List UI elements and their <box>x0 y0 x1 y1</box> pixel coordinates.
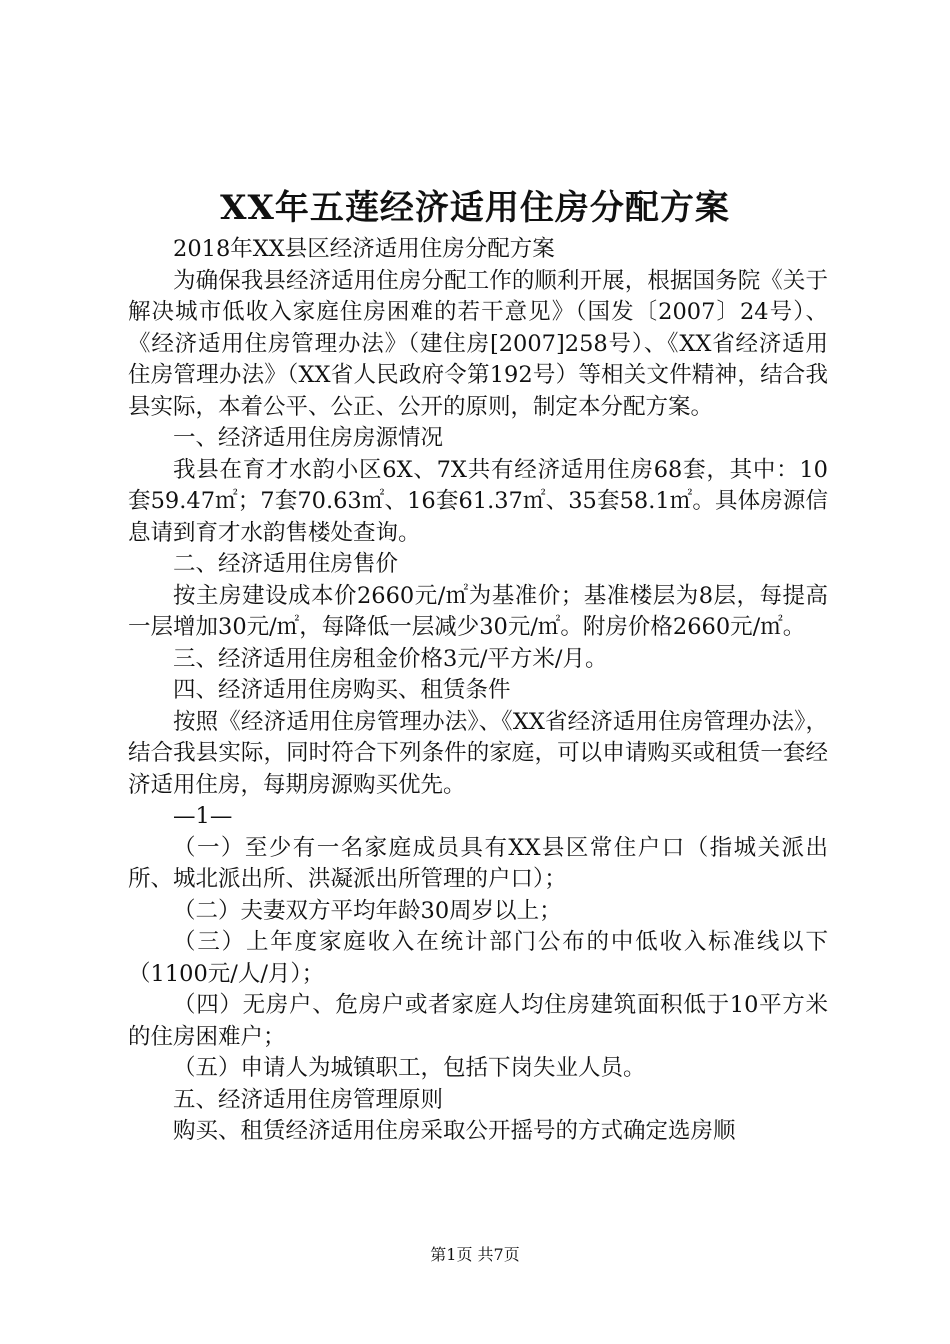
document-title: XX年五莲经济适用住房分配方案 <box>220 188 730 228</box>
section-heading-3: 三、经济适用住房租金价格3元/平方米/月。 <box>173 645 608 672</box>
section-heading-4: 四、经济适用住房购买、租赁条件 <box>173 677 511 703</box>
paragraph-price: 按主房建设成本价2660元/㎡为基准价；基准楼层为8层，每提高一层增加30元/㎡，每降低一层减少30元/㎡。附房价格2660元/㎡。 <box>128 582 828 640</box>
document-body <box>128 234 828 1148</box>
inline-page-number: —1— <box>173 803 233 829</box>
condition-item-1: （一）至少有一名家庭成员具有XX县区常住户口（指城关派出所、城北派出所、洪凝派出所管理的户口）； <box>128 834 828 892</box>
section-heading-2: 二、经济适用住房售价 <box>173 551 399 577</box>
paragraph-management: 购买、租赁经济适用住房采取公开摇号的方式确定选房顺 <box>173 1118 736 1144</box>
section-heading-1: 一、经济适用住房房源情况 <box>173 425 444 451</box>
page-footer: 第1页 共7页 <box>430 1245 520 1264</box>
condition-item-4: （四）无房户、危房户或者家庭人均住房建筑面积低于10平方米的住房困难户； <box>128 992 828 1050</box>
condition-item-2: （二）夫妻双方平均年龄30周岁以上； <box>173 897 562 924</box>
paragraph-intro: 为确保我县经济适用住房分配工作的顺利开展，根据国务院《关于解决城市低收入家庭住房困难的若干意见》（国发〔2007〕24号）、《经济适用住房管理办法》（建住房[2007]258号）、《XX省经济适用住房管理办法》（XX省人民政府令第192号）等相关文件精神，结合我县实际，本着公平、公正、公开的原则，制定本分配方案。 <box>128 267 828 420</box>
paragraph-subtitle: 2018年XX县区经济适用住房分配方案 <box>173 236 555 262</box>
condition-item-5: （五）申请人为城镇职工，包括下岗失业人员。 <box>173 1055 646 1081</box>
paragraph-conditions: 按照《经济适用住房管理办法》、《XX省经济适用住房管理办法》，结合我县实际，同时符合下列条件的家庭，可以申请购买或租赁一套经济适用住房，每期房源购买优先。 <box>128 708 828 798</box>
section-heading-5: 五、经济适用住房管理原则 <box>173 1086 444 1113</box>
condition-item-3: （三）上年度家庭收入在统计部门公布的中低收入标准线以下（1100元/人/月）； <box>128 929 828 987</box>
paragraph-housing-source: 我县在育才水韵小区6X、7X共有经济适用住房68套，其中：10套59.47㎡；7套70.63㎡、16套61.37㎡、35套58.1㎡。具体房源信息请到育才水韵售楼处查询。 <box>128 456 828 546</box>
